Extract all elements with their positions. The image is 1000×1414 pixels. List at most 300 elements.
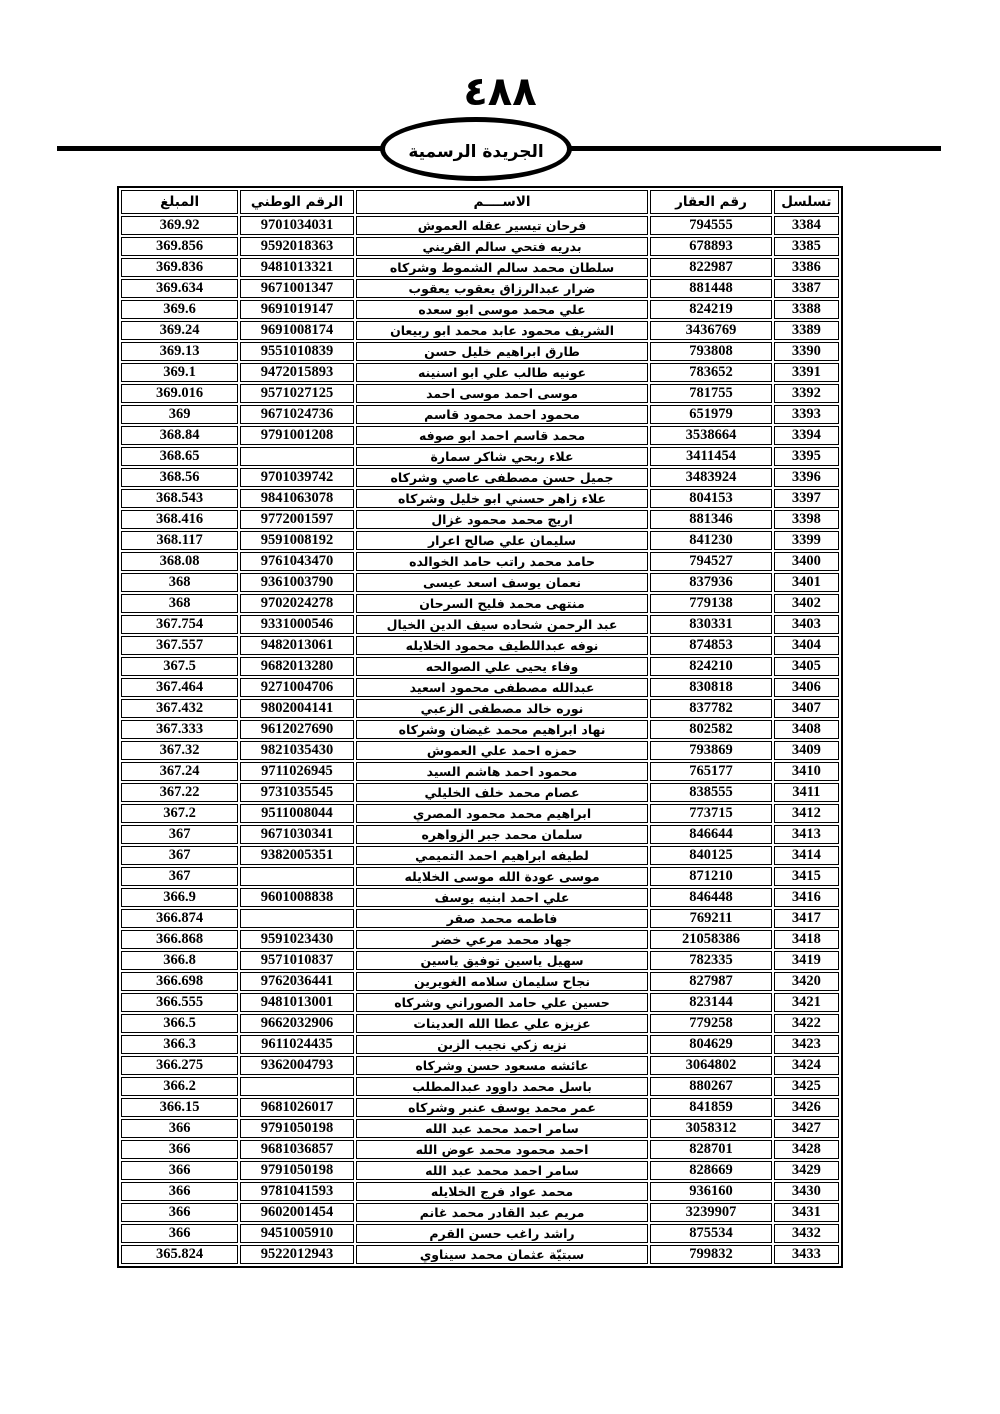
cell-amount: 367.557	[121, 636, 238, 655]
table-row	[121, 1182, 839, 1201]
cell-serial: 3387	[774, 279, 839, 298]
header-property: رقم العقار	[650, 190, 771, 214]
cell-name: علاء ربحي شاكر سمارة	[356, 447, 649, 466]
table-row	[121, 972, 839, 991]
cell-property-number: 793808	[650, 342, 771, 361]
cell-amount: 366.9	[121, 888, 238, 907]
cell-name: محمد عواد فرج الخلايله	[356, 1182, 649, 1201]
table-row	[121, 846, 839, 865]
cell-property-number: 799832	[650, 1245, 771, 1264]
table-row	[121, 384, 839, 403]
cell-property-number: 765177	[650, 762, 771, 781]
cell-national-id: 9681026017	[240, 1098, 354, 1117]
cell-name: علي محمد موسى ابو سعده	[356, 300, 649, 319]
table-row	[121, 531, 839, 550]
cell-amount: 369.836	[121, 258, 238, 277]
cell-name: سلمان محمد جبر الزواهره	[356, 825, 649, 844]
cell-national-id: 9451005910	[240, 1224, 354, 1243]
table-row	[121, 573, 839, 592]
cell-serial: 3394	[774, 426, 839, 445]
cell-property-number: 678893	[650, 237, 771, 256]
cell-serial: 3398	[774, 510, 839, 529]
cell-serial: 3413	[774, 825, 839, 844]
cell-property-number: 3064802	[650, 1056, 771, 1075]
cell-amount: 366.868	[121, 930, 238, 949]
table-row	[121, 1035, 839, 1054]
cell-name: محمود احمد محمود قاسم	[356, 405, 649, 424]
cell-serial: 3384	[774, 216, 839, 235]
cell-national-id: 9571010837	[240, 951, 354, 970]
cell-property-number: 3483924	[650, 468, 771, 487]
cell-name: حامد محمد راتب حامد الخوالده	[356, 552, 649, 571]
cell-national-id: 9592018363	[240, 237, 354, 256]
cell-amount: 367.754	[121, 615, 238, 634]
cell-property-number: 794527	[650, 552, 771, 571]
cell-amount: 369.016	[121, 384, 238, 403]
cell-property-number: 824210	[650, 657, 771, 676]
cell-serial: 3409	[774, 741, 839, 760]
cell-national-id: 9762036441	[240, 972, 354, 991]
cell-national-id	[240, 447, 354, 466]
cell-national-id: 9691019147	[240, 300, 354, 319]
cell-serial: 3423	[774, 1035, 839, 1054]
cell-amount: 367.432	[121, 699, 238, 718]
table-row	[121, 363, 839, 382]
cell-national-id: 9671030341	[240, 825, 354, 844]
cell-property-number: 802582	[650, 720, 771, 739]
cell-national-id: 9551010839	[240, 342, 354, 361]
cell-national-id: 9671001347	[240, 279, 354, 298]
cell-national-id: 9591008192	[240, 531, 354, 550]
table-row	[121, 615, 839, 634]
cell-amount: 368	[121, 573, 238, 592]
cell-name: فرحان تيسير عقله العموش	[356, 216, 649, 235]
cell-name: محمد قاسم احمد ابو صوفه	[356, 426, 649, 445]
cell-property-number: 875534	[650, 1224, 771, 1243]
cell-name: نهاد ابراهيم محمد غيضان وشركاه	[356, 720, 649, 739]
cell-amount: 369.13	[121, 342, 238, 361]
cell-amount: 366.698	[121, 972, 238, 991]
table-row	[121, 342, 839, 361]
cell-amount: 369	[121, 405, 238, 424]
table-row	[121, 783, 839, 802]
table-row	[121, 405, 839, 424]
cell-name: منتهى محمد فليح السرحان	[356, 594, 649, 613]
page-number: ٤٨٨	[463, 69, 537, 115]
table-row	[121, 258, 839, 277]
cell-property-number: 936160	[650, 1182, 771, 1201]
masthead-ellipse	[380, 117, 572, 181]
cell-serial: 3431	[774, 1203, 839, 1222]
cell-name: جميل حسن مصطفى عاصي وشركاه	[356, 468, 649, 487]
cell-national-id: 9821035430	[240, 741, 354, 760]
cell-amount: 369.6	[121, 300, 238, 319]
cell-amount: 369.1	[121, 363, 238, 382]
cell-serial: 3426	[774, 1098, 839, 1117]
cell-serial: 3400	[774, 552, 839, 571]
cell-property-number: 837782	[650, 699, 771, 718]
cell-property-number: 846644	[650, 825, 771, 844]
cell-name: عمر محمد يوسف عنبر وشركاه	[356, 1098, 649, 1117]
cell-national-id: 9772001597	[240, 510, 354, 529]
cell-property-number: 830331	[650, 615, 771, 634]
table-header-row	[121, 190, 839, 214]
cell-amount: 368.543	[121, 489, 238, 508]
cell-name: نجاح سليمان سلامه الغويرين	[356, 972, 649, 991]
cell-amount: 366.555	[121, 993, 238, 1012]
cell-national-id: 9481013001	[240, 993, 354, 1012]
cell-property-number: 793869	[650, 741, 771, 760]
cell-serial: 3427	[774, 1119, 839, 1138]
cell-national-id: 9511008044	[240, 804, 354, 823]
cell-name: نزيه زكي نجيب الزبن	[356, 1035, 649, 1054]
cell-name: عبد الرحمن شحاده سيف الدين الخيال	[356, 615, 649, 634]
cell-serial: 3391	[774, 363, 839, 382]
cell-name: سامر احمد محمد عبد الله	[356, 1119, 649, 1138]
cell-property-number: 782335	[650, 951, 771, 970]
table-row	[121, 552, 839, 571]
cell-serial: 3419	[774, 951, 839, 970]
cell-serial: 3424	[774, 1056, 839, 1075]
table-row	[121, 1119, 839, 1138]
cell-amount: 368.56	[121, 468, 238, 487]
cell-amount: 367.2	[121, 804, 238, 823]
table-row	[121, 909, 839, 928]
table-row	[121, 468, 839, 487]
table-row	[121, 993, 839, 1012]
table-row	[121, 951, 839, 970]
table-row	[121, 510, 839, 529]
cell-national-id: 9701039742	[240, 468, 354, 487]
table-row	[121, 1140, 839, 1159]
cell-serial: 3416	[774, 888, 839, 907]
cell-amount: 366	[121, 1182, 238, 1201]
cell-amount: 367.5	[121, 657, 238, 676]
table-row	[121, 636, 839, 655]
cell-property-number: 823144	[650, 993, 771, 1012]
cell-amount: 367.24	[121, 762, 238, 781]
cell-serial: 3399	[774, 531, 839, 550]
cell-serial: 3421	[774, 993, 839, 1012]
cell-national-id: 9781041593	[240, 1182, 354, 1201]
cell-property-number: 830818	[650, 678, 771, 697]
cell-name: سهيل ياسين توفيق ياسين	[356, 951, 649, 970]
cell-national-id: 9681036857	[240, 1140, 354, 1159]
cell-name: موسى عودة الله موسى الخلايله	[356, 867, 649, 886]
cell-name: طارق ابراهيم خليل حسن	[356, 342, 649, 361]
cell-property-number: 881448	[650, 279, 771, 298]
cell-amount: 366	[121, 1140, 238, 1159]
cell-name: نوره خالد مصطفى الزعبي	[356, 699, 649, 718]
table-row	[121, 1245, 839, 1264]
table-row	[121, 867, 839, 886]
cell-serial: 3411	[774, 783, 839, 802]
cell-property-number: 779138	[650, 594, 771, 613]
cell-property-number: 838555	[650, 783, 771, 802]
table-row	[121, 825, 839, 844]
cell-property-number: 779258	[650, 1014, 771, 1033]
cell-serial: 3432	[774, 1224, 839, 1243]
table-row	[121, 657, 839, 676]
cell-property-number: 874853	[650, 636, 771, 655]
cell-serial: 3395	[774, 447, 839, 466]
cell-national-id: 9671024736	[240, 405, 354, 424]
cell-national-id: 9361003790	[240, 573, 354, 592]
cell-name: سليمان علي صالح اعرار	[356, 531, 649, 550]
cell-national-id: 9591023430	[240, 930, 354, 949]
table-row	[121, 1098, 839, 1117]
cell-name: لطيفه ابراهيم احمد التميمي	[356, 846, 649, 865]
cell-amount: 366.5	[121, 1014, 238, 1033]
cell-national-id: 9791001208	[240, 426, 354, 445]
cell-serial: 3412	[774, 804, 839, 823]
cell-national-id: 9481013321	[240, 258, 354, 277]
cell-serial: 3405	[774, 657, 839, 676]
cell-name: حمزه احمد علي العموش	[356, 741, 649, 760]
cell-serial: 3393	[774, 405, 839, 424]
cell-amount: 366	[121, 1203, 238, 1222]
cell-property-number: 3239907	[650, 1203, 771, 1222]
cell-property-number: 824219	[650, 300, 771, 319]
cell-property-number: 827987	[650, 972, 771, 991]
cell-national-id: 9472015893	[240, 363, 354, 382]
cell-serial: 3422	[774, 1014, 839, 1033]
table-row	[121, 321, 839, 340]
cell-property-number: 828669	[650, 1161, 771, 1180]
cell-amount: 369.634	[121, 279, 238, 298]
cell-serial: 3404	[774, 636, 839, 655]
cell-name: سلطان محمد سالم الشموط وشركاه	[356, 258, 649, 277]
cell-national-id: 9362004793	[240, 1056, 354, 1075]
table-row	[121, 930, 839, 949]
cell-amount: 367	[121, 846, 238, 865]
cell-amount: 366.15	[121, 1098, 238, 1117]
cell-name: عبدالله مصطفى محمود اسعيد	[356, 678, 649, 697]
cell-name: حسين علي حامد الصوراني وشركاه	[356, 993, 649, 1012]
cell-name: وفاء يحيى علي الصوالحه	[356, 657, 649, 676]
cell-national-id: 9702024278	[240, 594, 354, 613]
cell-serial: 3410	[774, 762, 839, 781]
table-row	[121, 237, 839, 256]
table-row	[121, 678, 839, 697]
cell-national-id	[240, 867, 354, 886]
table-body	[121, 216, 839, 1264]
cell-serial: 3420	[774, 972, 839, 991]
cell-national-id: 9382005351	[240, 846, 354, 865]
table-row	[121, 804, 839, 823]
cell-property-number: 794555	[650, 216, 771, 235]
cell-serial: 3415	[774, 867, 839, 886]
table-row	[121, 762, 839, 781]
cell-name: سامر احمد محمد عبد الله	[356, 1161, 649, 1180]
cell-amount: 365.824	[121, 1245, 238, 1264]
cell-serial: 3407	[774, 699, 839, 718]
cell-serial: 3425	[774, 1077, 839, 1096]
cell-name: اريج محمد محمود غزال	[356, 510, 649, 529]
cell-property-number: 880267	[650, 1077, 771, 1096]
cell-amount: 368.416	[121, 510, 238, 529]
cell-serial: 3428	[774, 1140, 839, 1159]
cell-serial: 3408	[774, 720, 839, 739]
cell-name: نوفه عبداللطيف محمود الخلايله	[356, 636, 649, 655]
cell-national-id: 9682013280	[240, 657, 354, 676]
header-name: الاســــم	[356, 190, 649, 214]
cell-national-id: 9711026945	[240, 762, 354, 781]
cell-name: سبتيّة عثمان محمد سيناوي	[356, 1245, 649, 1264]
cell-amount: 368	[121, 594, 238, 613]
cell-amount: 369.92	[121, 216, 238, 235]
cell-serial: 3417	[774, 909, 839, 928]
cell-name: مريم عبد القادر محمد غانم	[356, 1203, 649, 1222]
cell-amount: 366.8	[121, 951, 238, 970]
cell-national-id: 9611024435	[240, 1035, 354, 1054]
table-row	[121, 741, 839, 760]
cell-amount: 366.2	[121, 1077, 238, 1096]
cell-national-id: 9612027690	[240, 720, 354, 739]
cell-national-id: 9571027125	[240, 384, 354, 403]
header-serial: تسلسل	[774, 190, 839, 214]
cell-amount: 367.22	[121, 783, 238, 802]
cell-name: علي احمد ابنيه يوسف	[356, 888, 649, 907]
cell-serial: 3401	[774, 573, 839, 592]
cell-property-number: 769211	[650, 909, 771, 928]
cell-name: الشريف محمود عابد محمد ابو ربيعان	[356, 321, 649, 340]
cell-name: محمود احمد هاشم السيد	[356, 762, 649, 781]
cell-serial: 3386	[774, 258, 839, 277]
cell-property-number: 841859	[650, 1098, 771, 1117]
cell-property-number: 3436769	[650, 321, 771, 340]
cell-name: عائشه مسعود حسن وشركاه	[356, 1056, 649, 1075]
cell-name: نعمان يوسف اسعد عيسى	[356, 573, 649, 592]
cell-national-id: 9662032906	[240, 1014, 354, 1033]
cell-name: جهاد محمد مرعي خضر	[356, 930, 649, 949]
cell-name: عصام محمد خلف الخليلي	[356, 783, 649, 802]
cell-national-id: 9791050198	[240, 1161, 354, 1180]
cell-national-id: 9691008174	[240, 321, 354, 340]
cell-serial: 3402	[774, 594, 839, 613]
cell-property-number: 881346	[650, 510, 771, 529]
cell-serial: 3414	[774, 846, 839, 865]
cell-amount: 367.464	[121, 678, 238, 697]
cell-amount: 368.08	[121, 552, 238, 571]
cell-property-number: 804629	[650, 1035, 771, 1054]
cell-amount: 366.874	[121, 909, 238, 928]
cell-name: احمد محمود محمد عوض الله	[356, 1140, 649, 1159]
cell-name: راشد راغب حسن القرم	[356, 1224, 649, 1243]
cell-national-id: 9802004141	[240, 699, 354, 718]
cell-amount: 366	[121, 1161, 238, 1180]
cell-national-id: 9271004706	[240, 678, 354, 697]
cell-serial: 3418	[774, 930, 839, 949]
cell-property-number: 781755	[650, 384, 771, 403]
cell-name: ضرار عبدالرزاق يعقوب يعقوب	[356, 279, 649, 298]
table-row	[121, 300, 839, 319]
cell-national-id: 9841063078	[240, 489, 354, 508]
cell-national-id: 9482013061	[240, 636, 354, 655]
cell-name: باسل محمد داوود عبدالمطلب	[356, 1077, 649, 1096]
table-row	[121, 1161, 839, 1180]
cell-amount: 366	[121, 1119, 238, 1138]
cell-property-number: 846448	[650, 888, 771, 907]
cell-property-number: 783652	[650, 363, 771, 382]
cell-property-number: 3411454	[650, 447, 771, 466]
cell-serial: 3390	[774, 342, 839, 361]
table-row	[121, 216, 839, 235]
cell-property-number: 804153	[650, 489, 771, 508]
cell-amount: 368.84	[121, 426, 238, 445]
cell-property-number: 840125	[650, 846, 771, 865]
cell-amount: 366	[121, 1224, 238, 1243]
cell-amount: 369.856	[121, 237, 238, 256]
cell-serial: 3392	[774, 384, 839, 403]
cell-national-id: 9791050198	[240, 1119, 354, 1138]
cell-serial: 3397	[774, 489, 839, 508]
cell-serial: 3406	[774, 678, 839, 697]
cell-name: عونيه طالب علي ابو اسنينه	[356, 363, 649, 382]
cell-serial: 3388	[774, 300, 839, 319]
cell-amount: 367.32	[121, 741, 238, 760]
cell-property-number: 3058312	[650, 1119, 771, 1138]
table-row	[121, 1056, 839, 1075]
cell-national-id: 9602001454	[240, 1203, 354, 1222]
cell-serial: 3429	[774, 1161, 839, 1180]
cell-serial: 3430	[774, 1182, 839, 1201]
cell-amount: 366.275	[121, 1056, 238, 1075]
table-row	[121, 699, 839, 718]
cell-amount: 367	[121, 867, 238, 886]
header-amount: المبلغ	[121, 190, 238, 214]
cell-amount: 368.65	[121, 447, 238, 466]
cell-serial: 3433	[774, 1245, 839, 1264]
table-row	[121, 594, 839, 613]
table-row	[121, 1203, 839, 1222]
gazette-title: الجريدة الرسمية	[408, 142, 544, 162]
cell-property-number: 21058386	[650, 930, 771, 949]
cell-national-id: 9761043470	[240, 552, 354, 571]
cell-property-number: 822987	[650, 258, 771, 277]
cell-amount: 367.333	[121, 720, 238, 739]
cell-national-id: 9731035545	[240, 783, 354, 802]
cell-name: موسى احمد موسى احمد	[356, 384, 649, 403]
cell-serial: 3385	[774, 237, 839, 256]
cell-national-id	[240, 1077, 354, 1096]
cell-national-id: 9522012943	[240, 1245, 354, 1264]
cell-amount: 369.24	[121, 321, 238, 340]
cell-name: ابراهيم محمد محمود المصري	[356, 804, 649, 823]
table-row	[121, 279, 839, 298]
table-row	[121, 720, 839, 739]
table-row	[121, 1224, 839, 1243]
cell-national-id	[240, 909, 354, 928]
cell-property-number: 837936	[650, 573, 771, 592]
cell-property-number: 841230	[650, 531, 771, 550]
cell-property-number: 651979	[650, 405, 771, 424]
cell-national-id: 9701034031	[240, 216, 354, 235]
cell-name: عزيزه علي عطا الله العدينات	[356, 1014, 649, 1033]
cell-property-number: 828701	[650, 1140, 771, 1159]
cell-national-id: 9601008838	[240, 888, 354, 907]
cell-amount: 368.117	[121, 531, 238, 550]
cell-national-id: 9331000546	[240, 615, 354, 634]
cell-property-number: 871210	[650, 867, 771, 886]
table-row	[121, 1014, 839, 1033]
table-row	[121, 489, 839, 508]
table-row	[121, 888, 839, 907]
cell-serial: 3403	[774, 615, 839, 634]
cell-property-number: 3538664	[650, 426, 771, 445]
table-row	[121, 1077, 839, 1096]
cell-name: فاطمه محمد صقر	[356, 909, 649, 928]
